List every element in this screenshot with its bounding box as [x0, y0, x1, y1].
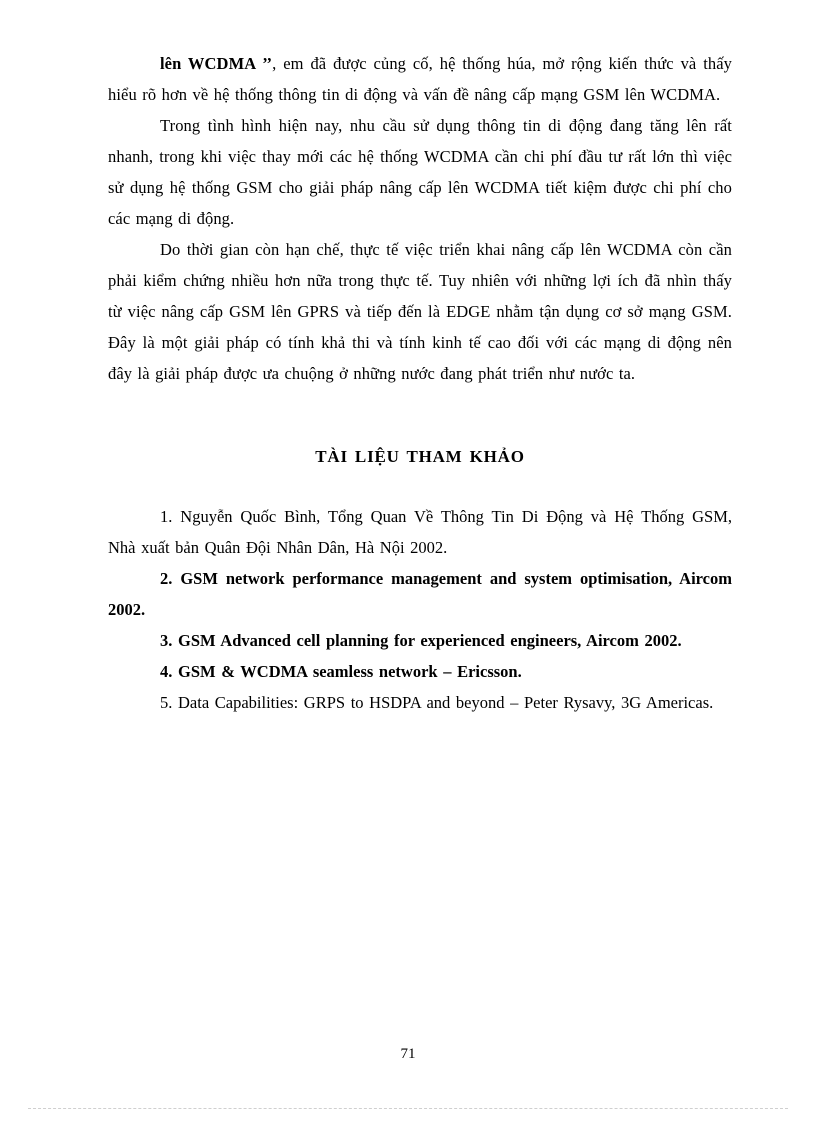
- page-number: 71: [400, 1046, 416, 1062]
- paragraph-1-text: , em đã được củng cố, hệ thống húa, mở rộng kiến thức và thấy hiểu rõ hơn về hệ thống thông tin di động và vấn đề nâng cấp mạng GSM lên WCDMA.: [108, 54, 733, 104]
- reference-item: 2. GSM network performance management and system optimisation, Aircom 2002.: [108, 569, 732, 619]
- reference-item: 4. GSM & WCDMA seamless network – Ericsson.: [160, 662, 522, 681]
- paragraph-1-lead: lên WCDMA ’’: [160, 54, 273, 73]
- reference-item: 1. Nguyễn Quốc Bình, Tổng Quan Về Thông Tin Di Động và Hệ Thống GSM, Nhà xuất bản Quân Đội Nhân Dân, Hà Nội 2002.: [108, 507, 732, 557]
- references-heading: TÀI LIỆU THAM KHẢO: [315, 447, 525, 466]
- page-content: [108, 48, 732, 718]
- paragraph-3-text: Do thời gian còn hạn chế, thực tế việc triển khai nâng cấp lên WCDMA còn cần phải kiểm chứng nhiều hơn nữa trong thực tế. Tuy nhiên với những lợi ích đã nhìn thấy từ việc nâng cấp GSM lên GPRS và tiếp đến là EDGE nhằm tận dụng cơ sở mạng GSM. Đây là một giải pháp có tính khả thi và tính kinh tế cao đối với các mạng di động nên đây là giải pháp được ưa chuộng ở những nước đang phát triển như nước ta.: [108, 240, 732, 383]
- page-bottom-divider: [28, 1108, 788, 1110]
- paragraph-3: [108, 234, 732, 389]
- paragraph-2-text: Trong tình hình hiện nay, nhu cầu sử dụng thông tin di động đang tăng lên rất nhanh, trong khi việc thay mới các hệ thống WCDMA cần chi phí đầu tư rất lớn thì việc sử dụng hệ thống GSM cho giải pháp nâng cấp lên WCDMA tiết kiệm được chi phí cho các mạng di động.: [108, 116, 732, 228]
- references-list: [108, 501, 732, 718]
- reference-item: 3. GSM Advanced cell planning for experienced engineers, Aircom 2002.: [160, 631, 682, 650]
- paragraph-1: [108, 48, 732, 110]
- paragraph-2: [108, 110, 732, 234]
- reference-item: 5. Data Capabilities: GRPS to HSDPA and beyond – Peter Rysavy, 3G Americas.: [160, 693, 714, 712]
